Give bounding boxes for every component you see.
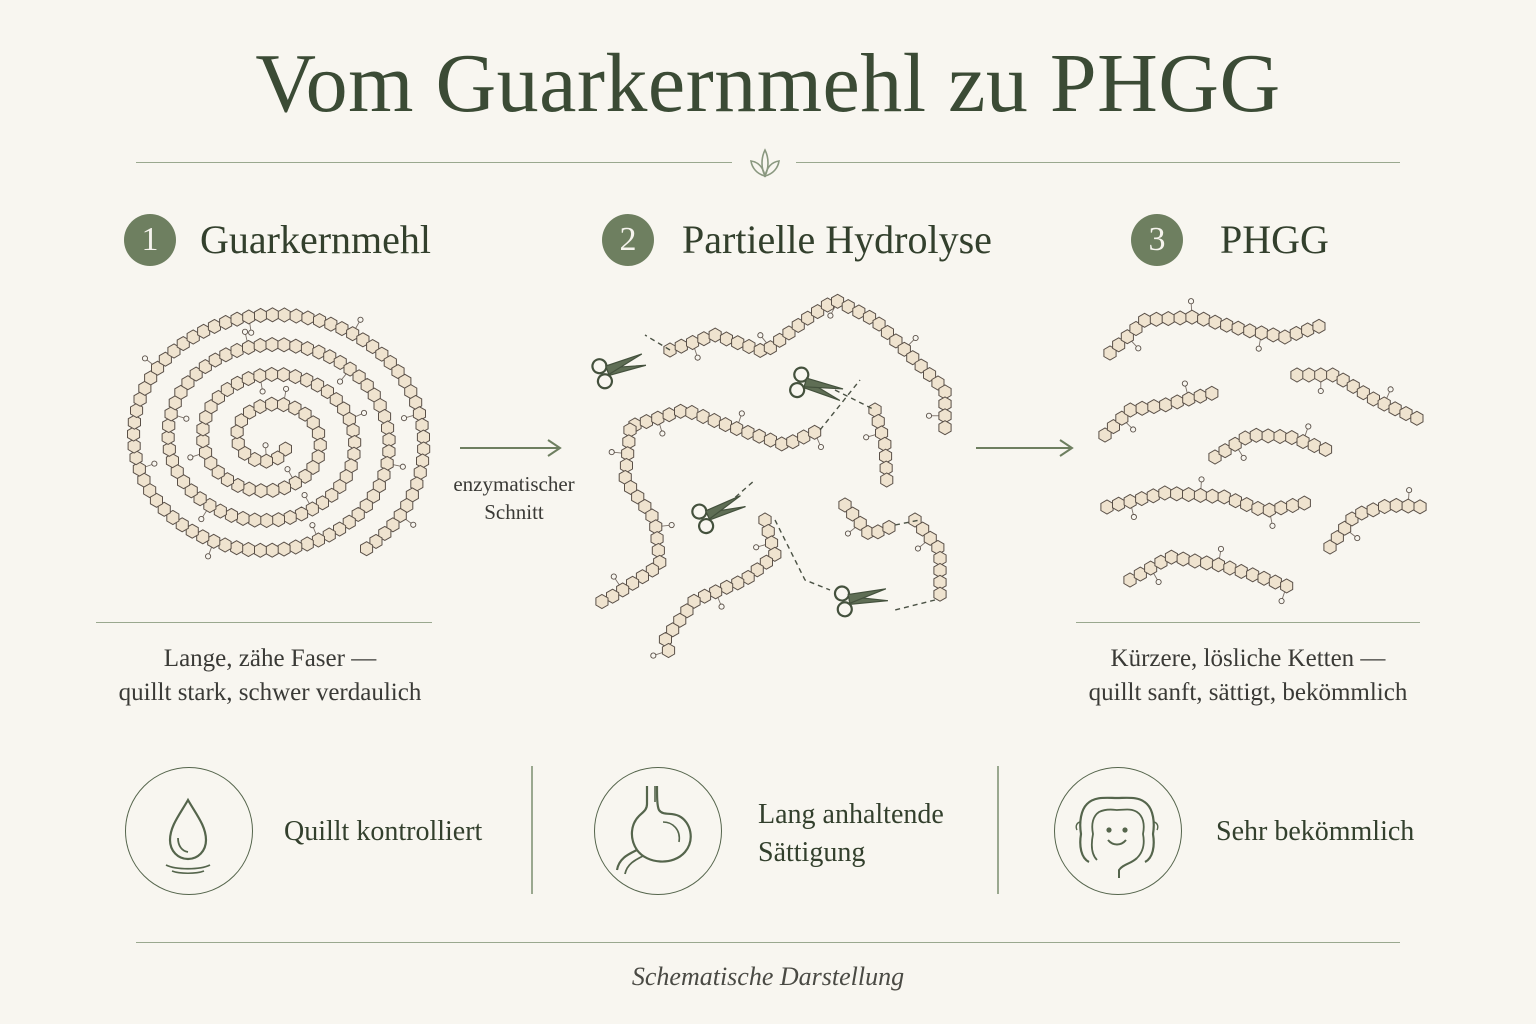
- intestine-icon: [1053, 766, 1181, 894]
- benefit-2-line2: Sättigung: [758, 837, 866, 868]
- caption-divider-left: [96, 622, 432, 623]
- title-divider-left: [136, 162, 732, 163]
- arrow-label: [440, 470, 588, 526]
- benefit-2-line1: Lang anhaltende: [758, 799, 944, 830]
- benefit-separator: [531, 766, 533, 894]
- phgg-short-chains-illustration: [1085, 275, 1445, 615]
- scissors-icon: [590, 345, 648, 391]
- caption-divider-right: [1076, 622, 1420, 623]
- step-2-number: 2: [602, 214, 654, 266]
- step-3-number: 3: [1131, 214, 1183, 266]
- scissors-icon: [690, 487, 749, 536]
- step-3-label: PHGG: [1220, 217, 1329, 262]
- guar-gum-coil-illustration: [70, 270, 470, 610]
- step-2-label: Partielle Hydrolyse: [682, 217, 992, 262]
- footnote: Schematische Darstellung: [631, 962, 905, 991]
- arrow-right-icon: [974, 438, 1084, 458]
- footer-divider: [136, 942, 1400, 943]
- benefit-separator: [997, 766, 999, 894]
- benefit-2-text: [758, 796, 944, 872]
- caption-right-line1: Kürzere, lösliche Ketten —: [1110, 645, 1386, 672]
- leaf-ornament-icon: [747, 144, 783, 180]
- benefit-2-circle: [594, 767, 722, 895]
- benefit-3-text: Sehr bekömmlich: [1216, 816, 1415, 847]
- scissors-icon: [789, 366, 846, 408]
- arrow-label-line2: Schnitt: [484, 500, 544, 524]
- arrow-right-icon: [458, 438, 568, 458]
- page-title: Vom Guarkernmehl zu PHGG: [255, 37, 1281, 130]
- water-drop-icon: [124, 766, 252, 894]
- caption-right: [1050, 642, 1446, 710]
- partial-hydrolysis-illustration: [575, 280, 995, 680]
- title-divider-right: [796, 162, 1400, 163]
- caption-left-line2: quillt stark, schwer verdaulich: [118, 679, 422, 706]
- scissors-icon: [834, 579, 889, 617]
- benefit-1-text: Quillt kontrolliert: [284, 816, 483, 847]
- caption-left: [80, 642, 460, 710]
- step-1-label: Guarkernmehl: [200, 217, 432, 262]
- arrow-label-line1: enzymatischer: [453, 472, 575, 496]
- step-1-number: 1: [124, 214, 176, 266]
- stomach-icon: [593, 766, 721, 894]
- caption-left-line1: Lange, zähe Faser —: [163, 645, 377, 672]
- benefit-3-circle: [1054, 767, 1182, 895]
- benefit-1-circle: [125, 767, 253, 895]
- caption-right-line2: quillt sanft, sättigt, bekömmlich: [1088, 679, 1408, 706]
